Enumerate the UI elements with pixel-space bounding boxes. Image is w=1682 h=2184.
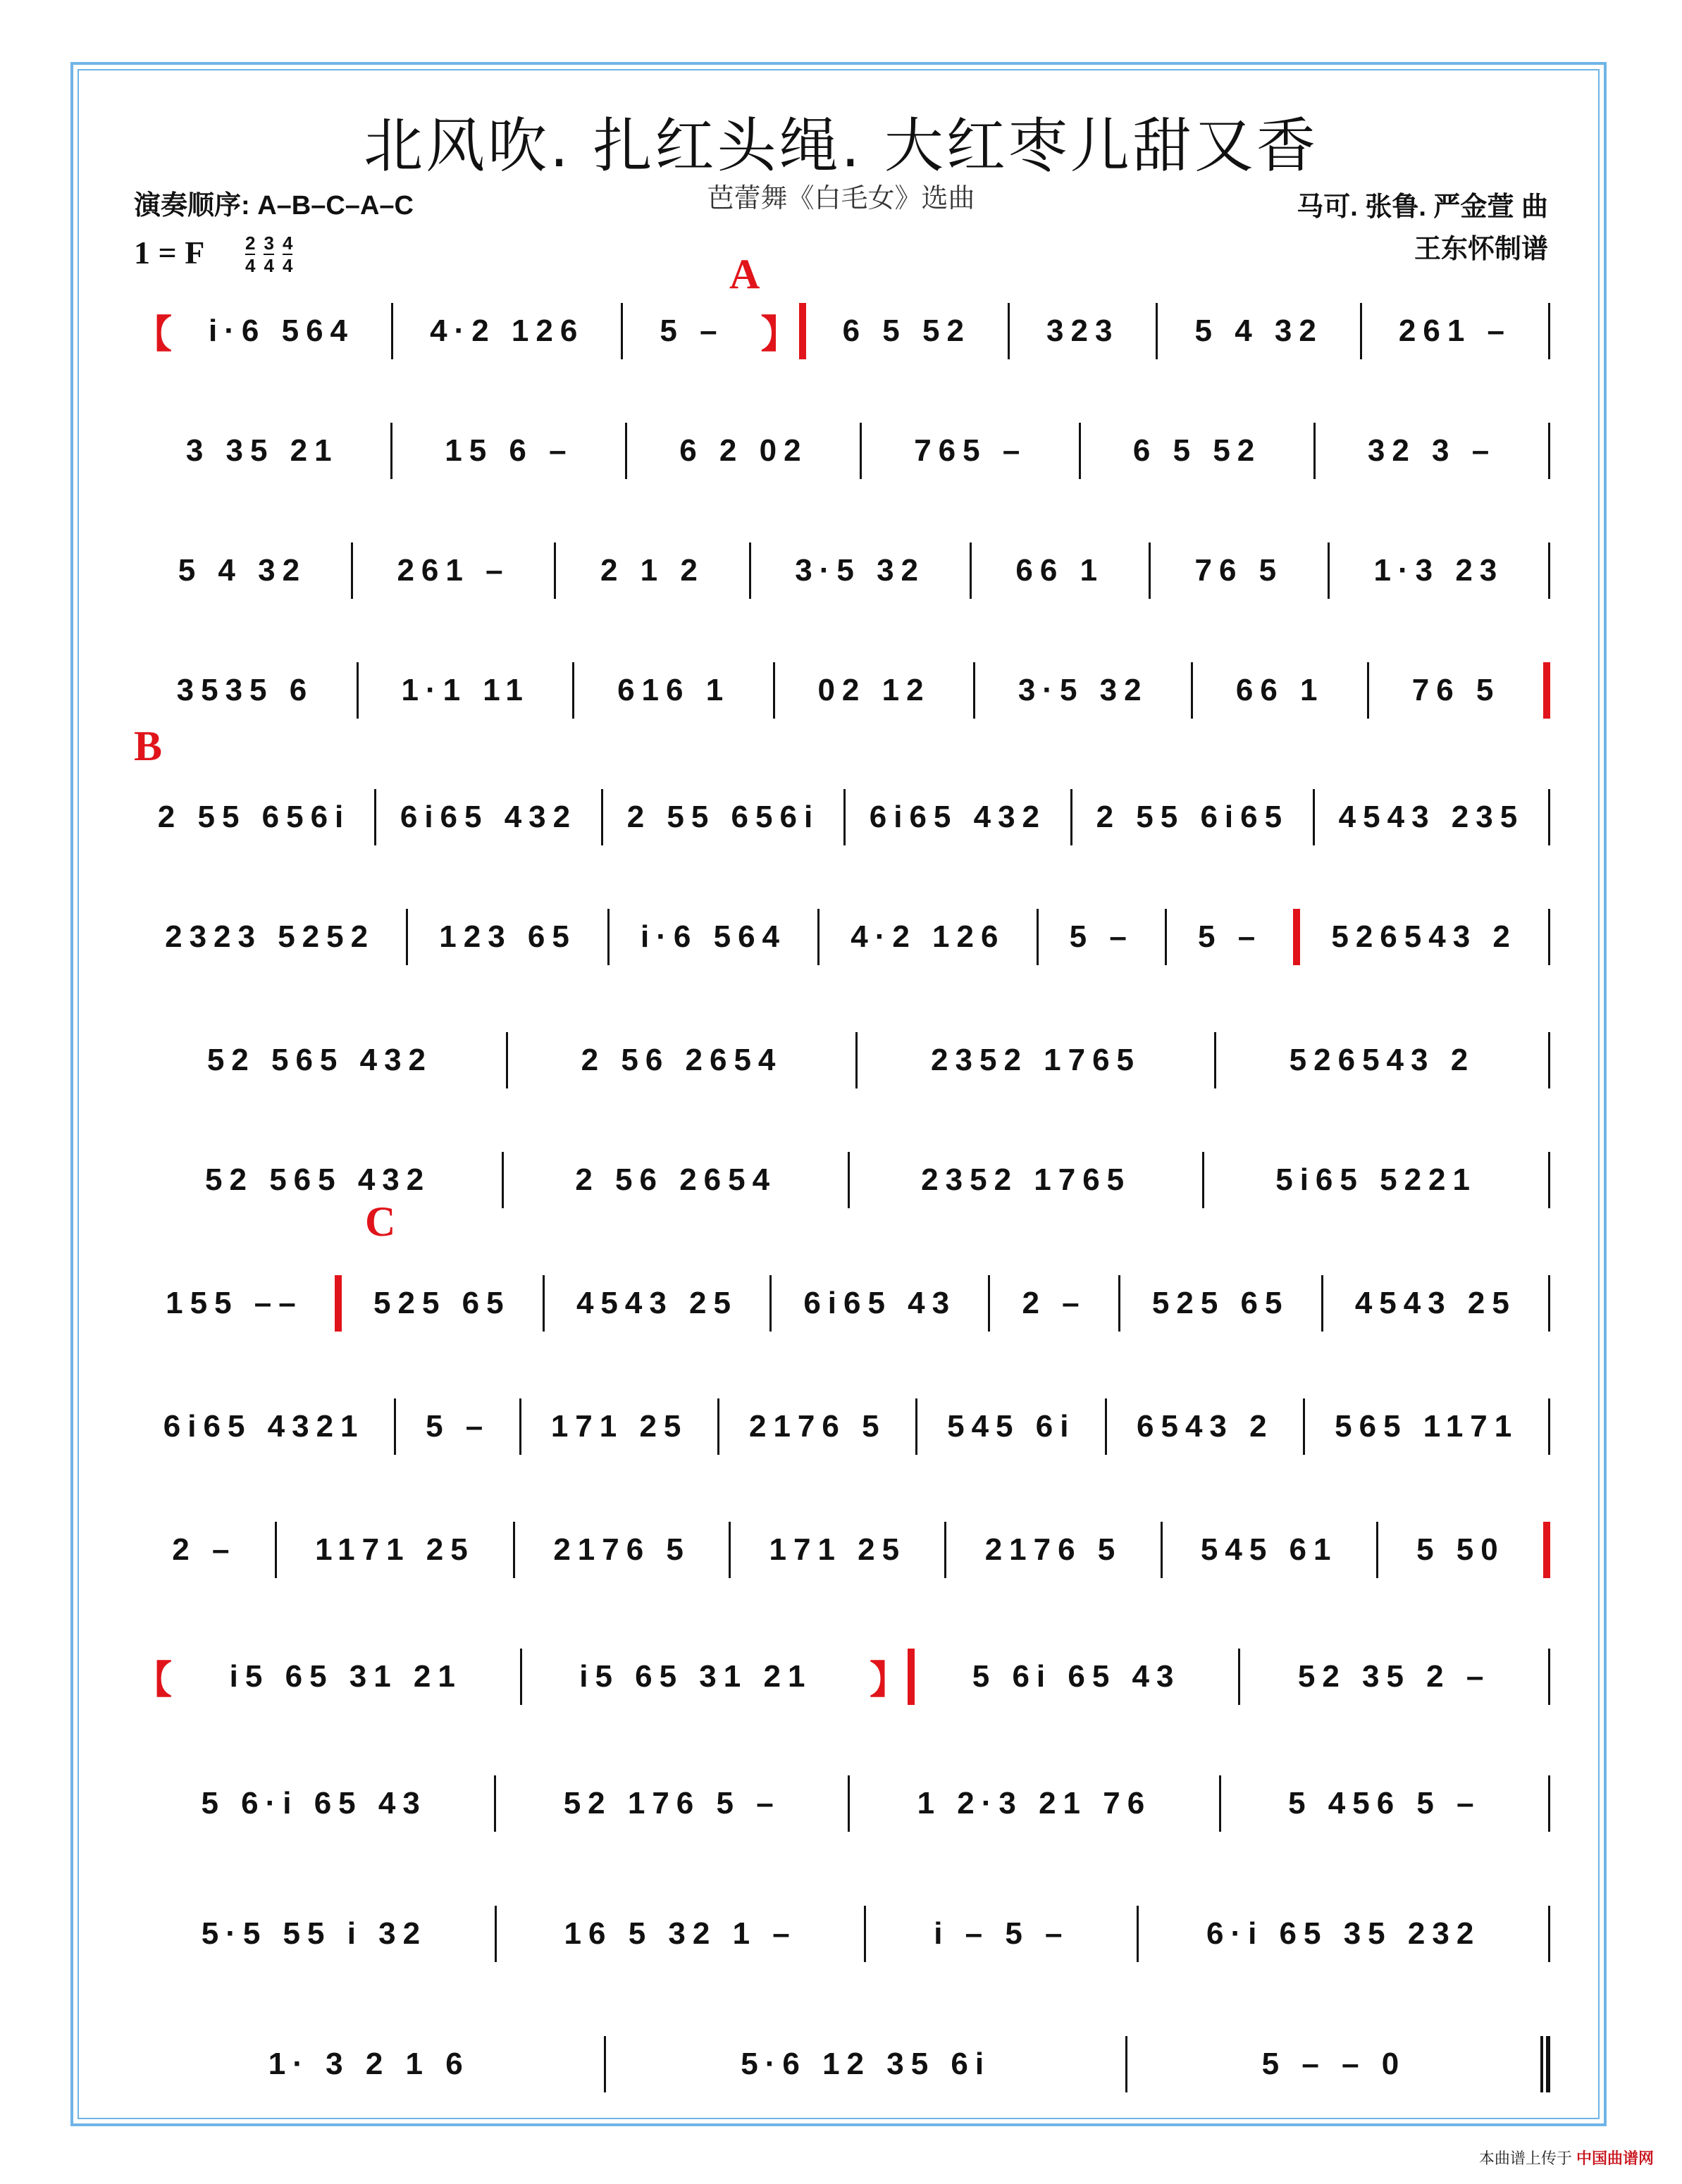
score-system bbox=[134, 1025, 1550, 1096]
score-system bbox=[134, 416, 1550, 486]
measure-notes: 5 456 5 – bbox=[1288, 1786, 1481, 1820]
measure bbox=[393, 314, 621, 349]
measure bbox=[820, 919, 1036, 955]
measure bbox=[1316, 433, 1548, 469]
measure bbox=[915, 1659, 1238, 1694]
barline bbox=[1543, 662, 1550, 719]
composer: 马可. 张鲁. 严金萱 曲 bbox=[1297, 192, 1548, 222]
measure bbox=[1378, 1532, 1543, 1568]
measure bbox=[277, 1532, 513, 1568]
page-title: 北风吹. 扎红头绳. 大红枣儿甜又香 bbox=[364, 111, 1318, 180]
measure-notes: 52 35 2 – bbox=[1297, 1659, 1491, 1694]
barline bbox=[1548, 909, 1550, 965]
measure bbox=[574, 673, 772, 708]
measure bbox=[1010, 314, 1156, 349]
measure-notes: 5 50 bbox=[1416, 1532, 1505, 1567]
measure bbox=[990, 1286, 1118, 1321]
measure bbox=[846, 800, 1070, 835]
measure-notes: 3·5 32 bbox=[795, 553, 926, 588]
footer bbox=[1479, 2147, 1654, 2169]
measure-notes: 5 – bbox=[660, 314, 724, 348]
measure bbox=[1107, 1409, 1303, 1444]
measure bbox=[850, 1162, 1202, 1198]
measure bbox=[392, 433, 625, 469]
measure-notes: 3·5 32 bbox=[1018, 673, 1149, 707]
measure bbox=[946, 1532, 1160, 1568]
barline bbox=[1548, 1032, 1550, 1088]
measure-notes: 2 56 2654 bbox=[575, 1162, 777, 1197]
score-system bbox=[134, 1768, 1550, 1839]
section-label-c: C bbox=[365, 1198, 396, 1245]
section-label-b: B bbox=[134, 723, 163, 769]
measure-notes: 2 55 656i bbox=[157, 800, 351, 834]
repeat-start-sign: 【 bbox=[134, 1658, 172, 1701]
footer-note: 本曲谱上传于 bbox=[1478, 2149, 1572, 2167]
measure-notes: 526543 2 bbox=[1289, 1043, 1476, 1077]
score-system bbox=[134, 1515, 1550, 1585]
repeat-start-sign: 【 bbox=[134, 313, 172, 356]
measure-notes: 2 – bbox=[172, 1532, 237, 1567]
measure-notes: 66 1 bbox=[1235, 673, 1325, 707]
measure bbox=[1163, 1532, 1376, 1568]
measure-notes: 525 65 bbox=[1151, 1286, 1290, 1320]
score-system bbox=[134, 535, 1550, 606]
time-signature: 4 4 bbox=[282, 232, 293, 276]
measure-notes: 52 176 5 – bbox=[563, 1786, 781, 1820]
measure-notes: 02 12 bbox=[817, 673, 931, 707]
site-logo: 中国曲谱网 bbox=[1576, 2149, 1654, 2167]
measure-notes: 2 55 6i65 bbox=[1096, 800, 1290, 834]
measure-notes: 526543 2 bbox=[1331, 919, 1517, 954]
measure bbox=[858, 1043, 1214, 1078]
measure bbox=[134, 1786, 494, 1821]
measure bbox=[134, 800, 374, 835]
measure bbox=[134, 553, 351, 588]
measure bbox=[515, 1532, 729, 1568]
measure bbox=[134, 1162, 502, 1198]
measure-notes: 171 25 bbox=[550, 1409, 688, 1444]
measure bbox=[408, 919, 607, 955]
measure-notes: 52 565 432 bbox=[206, 1043, 433, 1077]
measure bbox=[731, 1532, 944, 1568]
score-system bbox=[134, 782, 1550, 852]
measure-notes: 5 – – 0 bbox=[1261, 2047, 1406, 2081]
barline bbox=[1548, 303, 1550, 359]
measure bbox=[775, 673, 973, 708]
measure bbox=[172, 314, 391, 349]
score-system bbox=[134, 296, 1550, 366]
score-system bbox=[134, 1899, 1550, 1969]
barline bbox=[1548, 1906, 1550, 1962]
measure-notes: 2176 5 bbox=[984, 1532, 1123, 1567]
measure bbox=[1193, 673, 1367, 708]
measure-notes: 1· 3 2 1 6 bbox=[268, 2047, 470, 2081]
measure-notes: 5 4 32 bbox=[1194, 314, 1323, 348]
measure-notes: i – 5 – bbox=[934, 1916, 1070, 1951]
time-signatures bbox=[245, 232, 292, 276]
measure bbox=[521, 1409, 717, 1444]
repeat-end-sign: 】 bbox=[760, 313, 799, 356]
measure-notes: i5 65 31 21 bbox=[579, 1659, 812, 1694]
barline bbox=[1293, 909, 1300, 965]
measure bbox=[134, 1409, 394, 1444]
measure-notes: 5 6·i 65 43 bbox=[201, 1786, 427, 1820]
measure bbox=[134, 919, 406, 955]
measure-notes: 5 – bbox=[426, 1409, 490, 1444]
measure bbox=[522, 1659, 870, 1694]
measure bbox=[396, 1409, 519, 1444]
measure bbox=[1072, 800, 1313, 835]
measure bbox=[134, 1043, 506, 1078]
measure bbox=[1039, 919, 1165, 955]
measure-notes: 1·1 11 bbox=[401, 673, 530, 707]
measure bbox=[497, 1916, 865, 1952]
measure-notes: 525 65 bbox=[373, 1286, 511, 1320]
time-signature: 2 4 bbox=[245, 232, 256, 276]
measure-notes: 76 5 bbox=[1411, 673, 1501, 707]
barline bbox=[1548, 789, 1550, 845]
arranger: 王东怀制谱 bbox=[1414, 235, 1548, 264]
measure-notes: 6i65 4321 bbox=[163, 1409, 365, 1444]
score-system bbox=[134, 1391, 1550, 1462]
measure-notes: 5 – bbox=[1198, 919, 1263, 954]
measure-notes: 16 5 32 1 – bbox=[564, 1916, 797, 1951]
measure-notes: 323 bbox=[1046, 314, 1120, 348]
measure-notes: 52 565 432 bbox=[205, 1162, 431, 1197]
score-system bbox=[134, 1642, 1550, 1712]
measure-notes: 765 – bbox=[914, 433, 1027, 468]
measure bbox=[1369, 673, 1543, 708]
measure bbox=[806, 314, 1008, 349]
measure-notes: 565 1171 bbox=[1335, 1409, 1519, 1444]
measure bbox=[342, 1286, 543, 1321]
measure bbox=[972, 553, 1149, 588]
measure bbox=[508, 1043, 855, 1078]
measure-notes: 6543 2 bbox=[1137, 1409, 1274, 1444]
measure-notes: 3 35 21 bbox=[185, 433, 339, 468]
measure-notes: 261 – bbox=[1398, 314, 1512, 348]
measure-notes: 4543 25 bbox=[576, 1286, 738, 1320]
barline bbox=[1543, 1522, 1550, 1578]
measure bbox=[1120, 1286, 1321, 1321]
measure-notes: 2352 1765 bbox=[921, 1162, 1132, 1197]
measure bbox=[850, 1786, 1219, 1821]
measure-notes: 6 5 52 bbox=[842, 314, 971, 348]
measure bbox=[1315, 800, 1548, 835]
barline bbox=[799, 303, 806, 359]
time-signature: 3 4 bbox=[264, 232, 274, 276]
score-system bbox=[134, 2029, 1550, 2099]
measure-notes: 261 – bbox=[397, 553, 510, 588]
measure bbox=[772, 1286, 988, 1321]
barline bbox=[1548, 1275, 1550, 1332]
measure bbox=[623, 314, 760, 349]
measure bbox=[610, 919, 817, 955]
barline bbox=[1548, 1398, 1550, 1455]
measure-notes: 66 1 bbox=[1015, 553, 1105, 588]
measure bbox=[1323, 1286, 1548, 1321]
score-system bbox=[134, 1145, 1550, 1215]
barline bbox=[1540, 2036, 1550, 2092]
measure bbox=[134, 1532, 275, 1568]
measure bbox=[1127, 2047, 1540, 2082]
measure bbox=[545, 1286, 769, 1321]
measure-notes: 2 1 2 bbox=[600, 553, 705, 588]
measure bbox=[975, 673, 1191, 708]
score-system bbox=[134, 1268, 1550, 1339]
measure-notes: 6·i 65 35 232 bbox=[1206, 1916, 1481, 1951]
measure-notes: 5·5 55 i 32 bbox=[201, 1916, 428, 1951]
measure-notes: 123 65 bbox=[439, 919, 576, 954]
measure bbox=[134, 1286, 335, 1321]
measure-notes: 2352 1765 bbox=[931, 1043, 1142, 1077]
barline bbox=[1548, 542, 1550, 599]
measure bbox=[603, 800, 843, 835]
measure bbox=[917, 1409, 1105, 1444]
measure-notes: 4·2 126 bbox=[851, 919, 1006, 954]
measure bbox=[556, 553, 748, 588]
measure-notes: 32 3 – bbox=[1367, 433, 1497, 468]
measure-notes: 4543 25 bbox=[1354, 1286, 1516, 1320]
barline bbox=[908, 1649, 915, 1705]
performance-order: 演奏顺序: A–B–C–A–C bbox=[134, 191, 414, 221]
measure-notes: 6i65 432 bbox=[400, 800, 578, 834]
measure bbox=[172, 1659, 520, 1694]
measure-notes: 2 55 656i bbox=[626, 800, 820, 834]
section-label-a: A bbox=[729, 251, 760, 297]
measure-notes: 6 2 02 bbox=[679, 433, 808, 468]
measure bbox=[1305, 1409, 1548, 1444]
measure bbox=[134, 1916, 495, 1952]
measure bbox=[1081, 433, 1313, 469]
measure-notes: 5 6i 65 43 bbox=[972, 1659, 1181, 1694]
barline bbox=[1548, 1649, 1550, 1705]
measure-notes: 1·3 23 bbox=[1373, 553, 1504, 588]
barline bbox=[1548, 423, 1550, 479]
measure-notes: i·6 564 bbox=[641, 919, 787, 954]
measure-notes: 616 1 bbox=[617, 673, 731, 707]
measure bbox=[606, 2047, 1125, 2082]
measure-notes: 6 5 52 bbox=[1132, 433, 1262, 468]
measure-notes: 3535 6 bbox=[176, 673, 314, 707]
measure bbox=[719, 1409, 915, 1444]
measure-notes: 2 – bbox=[1022, 1286, 1087, 1320]
measure bbox=[496, 1786, 848, 1821]
measure bbox=[627, 433, 860, 469]
measure bbox=[1221, 1786, 1548, 1821]
measure bbox=[1139, 1916, 1548, 1952]
measure-notes: 171 25 bbox=[769, 1532, 907, 1567]
score-system bbox=[134, 902, 1550, 972]
measure bbox=[866, 1916, 1137, 1952]
barline bbox=[1548, 1775, 1550, 1832]
measure bbox=[1158, 314, 1359, 349]
measure-notes: 15 6 – bbox=[445, 433, 574, 468]
barline bbox=[1548, 1152, 1550, 1208]
measure bbox=[134, 2047, 604, 2082]
measure-notes: 2176 5 bbox=[748, 1409, 886, 1444]
measure-notes: 2323 5252 bbox=[165, 919, 376, 954]
measure bbox=[1151, 553, 1328, 588]
repeat-end-sign: 】 bbox=[870, 1658, 908, 1701]
measure-notes: 4·2 126 bbox=[430, 314, 585, 348]
measure-notes: 1 2·3 21 76 bbox=[917, 1786, 1152, 1820]
measure bbox=[1300, 919, 1548, 955]
measure bbox=[1167, 919, 1293, 955]
measure-notes: i5 65 31 21 bbox=[229, 1659, 462, 1694]
measure-notes: 76 5 bbox=[1194, 553, 1284, 588]
measure-notes: 5·6 12 35 6i bbox=[741, 2047, 991, 2081]
barline bbox=[335, 1275, 342, 1332]
measure-notes: 545 61 bbox=[1200, 1532, 1338, 1567]
score-system bbox=[134, 655, 1550, 726]
measure-notes: 1171 25 bbox=[315, 1532, 475, 1567]
measure-notes: 155 –– bbox=[166, 1286, 303, 1320]
measure bbox=[1362, 314, 1548, 349]
measure bbox=[1204, 1162, 1548, 1198]
measure-notes: 5 – bbox=[1069, 919, 1134, 954]
measure bbox=[359, 673, 573, 708]
measure bbox=[376, 800, 601, 835]
subtitle: 芭蕾舞《白毛女》选曲 bbox=[707, 182, 975, 213]
measure bbox=[1330, 553, 1548, 588]
key-signature: 1 = F bbox=[134, 235, 205, 271]
measure-notes: 6i65 43 bbox=[803, 1286, 957, 1320]
measure-notes: 5i65 5221 bbox=[1275, 1162, 1477, 1197]
measure bbox=[353, 553, 555, 588]
measure bbox=[862, 433, 1079, 469]
measure-notes: 5 4 32 bbox=[178, 553, 307, 588]
measure-notes: 545 6i bbox=[947, 1409, 1076, 1444]
measure-notes: i·6 564 bbox=[209, 314, 355, 348]
measure bbox=[1240, 1659, 1548, 1694]
measure-notes: 2176 5 bbox=[553, 1532, 691, 1567]
measure bbox=[134, 673, 357, 708]
measure bbox=[504, 1162, 848, 1198]
measure-notes: 4543 235 bbox=[1338, 800, 1525, 834]
measure bbox=[1216, 1043, 1548, 1078]
measure bbox=[134, 433, 390, 469]
measure-notes: 2 56 2654 bbox=[581, 1043, 783, 1077]
measure-notes: 6i65 432 bbox=[869, 800, 1047, 834]
measure bbox=[751, 553, 970, 588]
